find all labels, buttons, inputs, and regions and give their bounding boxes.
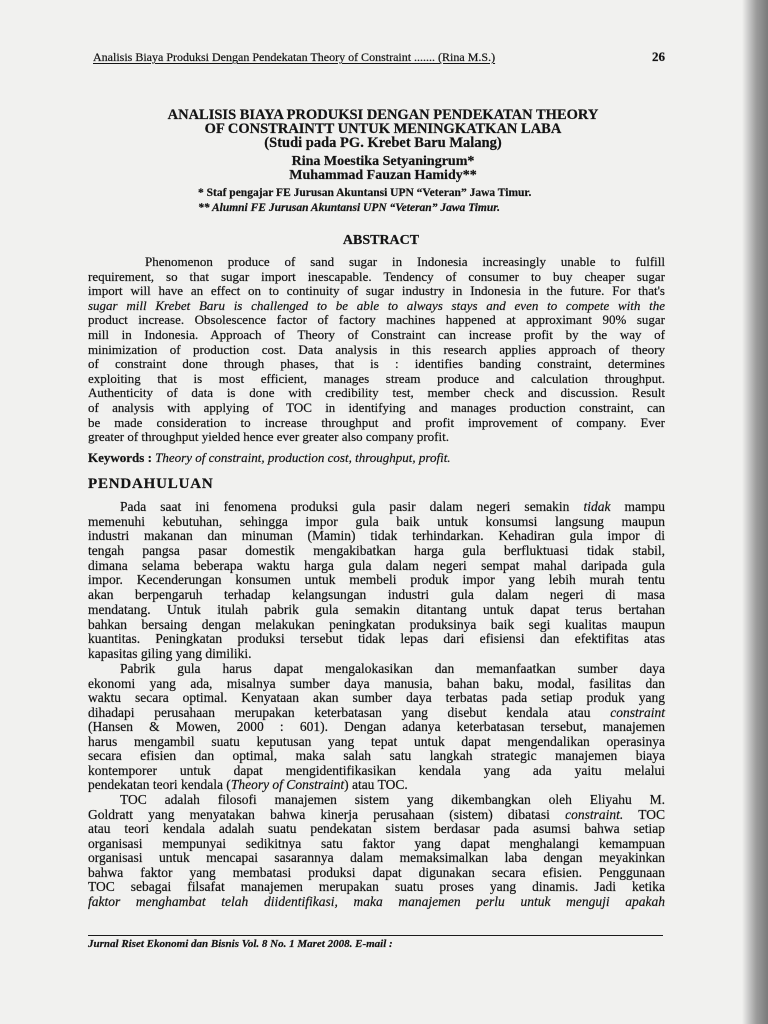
text-segment: dihadapi perusahaan merupakan keterbatasan yang disebut kendala atau — [88, 704, 611, 720]
paragraph-line — [88, 808, 665, 823]
paragraph-line: impor. Kecenderungan konsumen untuk membeli produk impor yang lebih murah tentu — [88, 572, 665, 588]
paragraph-line — [88, 500, 665, 515]
footer-rule — [88, 935, 663, 936]
paragraph-line — [88, 706, 665, 721]
abstract-body — [88, 255, 665, 445]
paragraph-line: TOC sebagai filsafat manajemen merupakan suatu proses yang dinamis. Jadi ketika — [88, 879, 665, 894]
paragraph-line: secara efisien dan optimal, maka salah satu langkah strategic manajemen biaya — [88, 748, 665, 763]
keywords-label: Keywords : — [88, 450, 152, 465]
paragraph-line: mendatang. Untuk itulah pabrik gula semakin ditantang untuk dapat terus bertahan — [88, 601, 665, 617]
affiliation-notes — [198, 186, 531, 216]
paragraph-line: harus mengambil suatu keputusan yang tepat untuk dapat mengendalikan operasinya — [88, 733, 665, 749]
paragraph-line: organisasi mempunyai sedikitnya satu faktor yang dapat menghalangi kemampuan — [88, 835, 665, 851]
paragraph-line: tengah pangsa pasar domestik mengakibatkan harga gula berfluktuasi tidak stabil, — [88, 543, 665, 559]
text-segment: TOC — [623, 806, 665, 822]
author-affiliation: * Staf pengajar FE Jurusan Akuntansi UPN “Veteran” Jawa Timur. — [198, 187, 532, 199]
paragraph-line: memenuhi kebutuhan, sehingga impor gula baik untuk konsumsi langsung maupun — [88, 513, 665, 529]
abstract-line: Authenticity of data is done with credibility test, member check and discussion. Result — [88, 385, 665, 401]
abstract-line: mill in Indonesia. Approach of Theory of Constraint can increase profit by the way of — [88, 326, 665, 342]
text-segment: Pada saat ini fenomena produksi gula pasir dalam negeri semakin — [120, 499, 584, 514]
paragraph-line: waktu secara optimal. Kenyataan akan sumber daya terbatas pada setiap produk yang — [88, 690, 665, 705]
abstract-line: Phenomenon produce of sand sugar in Indonesia increasingly unable to fulfill — [145, 254, 665, 269]
abstract-line: be made consideration to increase throughput and profit improvement of company. Ever — [88, 414, 665, 430]
abstract-line: import will have an effect on to continuity of sugar industry in Indonesia in the future. For that's — [88, 283, 665, 299]
abstract-line: requirement, so that sugar import inescapable. Tendency of consumer to buy cheaper sugar — [88, 268, 665, 284]
paragraph-line: bahwa faktor yang membatasi produksi dapat digunakan secara efisien. Penggunaan — [88, 864, 665, 880]
running-header: Analisis Biaya Produksi Dengan Pendekatan Theory of Constraint ....... (Rina M.S.) — [93, 50, 496, 64]
abstract-line: minimization of production cost. Data analysis in this research applies approach of theory — [88, 341, 665, 357]
paragraph-line: kuantitas. Peningkatan produksi tersebut tidak lepas dari efisiensi dan efektifitas atas — [88, 631, 665, 647]
paragraph-line: dimana selama beberapa waktu harga gula dalam negeri sempat mahal daripada gula — [88, 557, 665, 573]
section-heading: PENDAHULUAN — [88, 476, 214, 492]
author-list — [88, 155, 678, 183]
author-name: Muhammad Fauzan Hamidy** — [289, 168, 477, 183]
intro-paragraph — [88, 662, 665, 793]
paragraph-line: organisasi untuk mencapai sasarannya dalam memaksimalkan laba dengan meyakinkan — [88, 850, 665, 865]
paragraph-line: TOC adalah filosofi manajemen sistem yang dikembangkan oleh Eliyahu M. — [120, 792, 665, 807]
paper-title-line: ANALISIS BIAYA PRODUKSI DENGAN PENDEKATAN THEORY — [167, 107, 599, 123]
paragraph-line: akan berpengaruh terhadap kelangsungan industri gula dalam negeri di masa — [88, 587, 665, 603]
text-segment: ) atau TOC. — [344, 777, 408, 792]
abstract-heading: ABSTRACT — [342, 233, 420, 248]
abstract-line — [88, 299, 665, 314]
paragraph-line — [88, 895, 665, 910]
text-segment: pendekatan teori kendala ( — [88, 777, 231, 792]
emphasized-text: faktor menghambat telah diidentifikasi, maka manajemen perlu untuk menguji apakah — [88, 893, 665, 909]
paragraph-line: Pabrik gula harus dapat mengalokasikan dan memanfaatkan sumber daya — [120, 661, 665, 676]
paper-title — [88, 108, 678, 150]
author-name: Rina Moestika Setyaningrum* — [291, 154, 475, 169]
abstract-line: of constraint done through phases, that is : identifies banding constraint, determines — [88, 356, 665, 372]
paragraph-line: kontemporer untuk dapat mengidentifikasikan kendala yang ada yaitu melalui — [88, 762, 665, 778]
emphasized-text: tidak — [583, 499, 611, 514]
paragraph-line: industri makanan dan minuman (Mamin) tidak terhindarkan. Kehadiran gula impor di — [88, 528, 665, 544]
text-segment: mampu — [610, 499, 665, 514]
author-affiliation: ** Alumni FE Jurusan Akuntansi UPN “Veteran” Jawa Timur. — [198, 202, 500, 214]
abstract-line: of analysis with applying of TOC in identifying and manages production constraint, can — [88, 399, 665, 415]
keywords — [88, 451, 451, 465]
paragraph-line: atau teori kendala adalah suatu pendekatan sistem berdasar pada asumsi bahwa setiap — [88, 821, 665, 836]
paper-subtitle: (Studi pada PG. Krebet Baru Malang) — [264, 135, 502, 151]
paragraph-line: kapasitas giling yang dimiliki. — [88, 645, 252, 661]
emphasized-text: constraint — [610, 704, 665, 720]
paragraph-line: (Hansen & Mowen, 2000 : 601). Dengan adanya keterbatasan tersebut, manajemen — [88, 719, 665, 734]
intro-paragraph — [88, 793, 665, 909]
emphasized-text: sugar mill Krebet Baru is challenged to be able to always stays and even to compete with the — [88, 297, 665, 313]
paper-title-line: OF CONSTRAINTT UNTUK MENINGKATKAN LABA — [204, 121, 562, 137]
emphasized-text: Theory of Constraint — [230, 777, 345, 792]
paragraph-line — [88, 778, 665, 793]
intro-paragraph — [88, 500, 665, 662]
keywords-terms: Theory of constraint, production cost, throughput, profit. — [155, 450, 451, 465]
paragraph-line: ekonomi yang ada, misalnya sumber daya manusia, bahan baku, modal, fasilitas dan — [88, 675, 665, 691]
text-segment: Goldratt yang menyatakan bahwa kinerja perusahaan (sistem) dibatasi — [88, 806, 566, 822]
abstract-line: product increase. Obsolescence factor of factory machines happened at approximant 90% sugar — [88, 312, 665, 328]
page-number: 26 — [652, 49, 665, 64]
footer-citation: Jurnal Riset Ekonomi dan Bisnis Vol. 8 No. 1 Maret 2008. E-mail : — [88, 938, 393, 950]
abstract-line: greater of throughput yielded hence ever greater also company profit. — [88, 429, 449, 445]
scan-edge — [742, 0, 768, 1024]
abstract-line: exploiting that is most efficient, manages stream produce and calculation throughput. — [88, 370, 665, 386]
emphasized-text: constraint. — [565, 806, 624, 822]
paragraph-line: bahkan bersaing dengan melakukan peningkatan produksinya baik segi kualitas maupun — [88, 616, 665, 632]
